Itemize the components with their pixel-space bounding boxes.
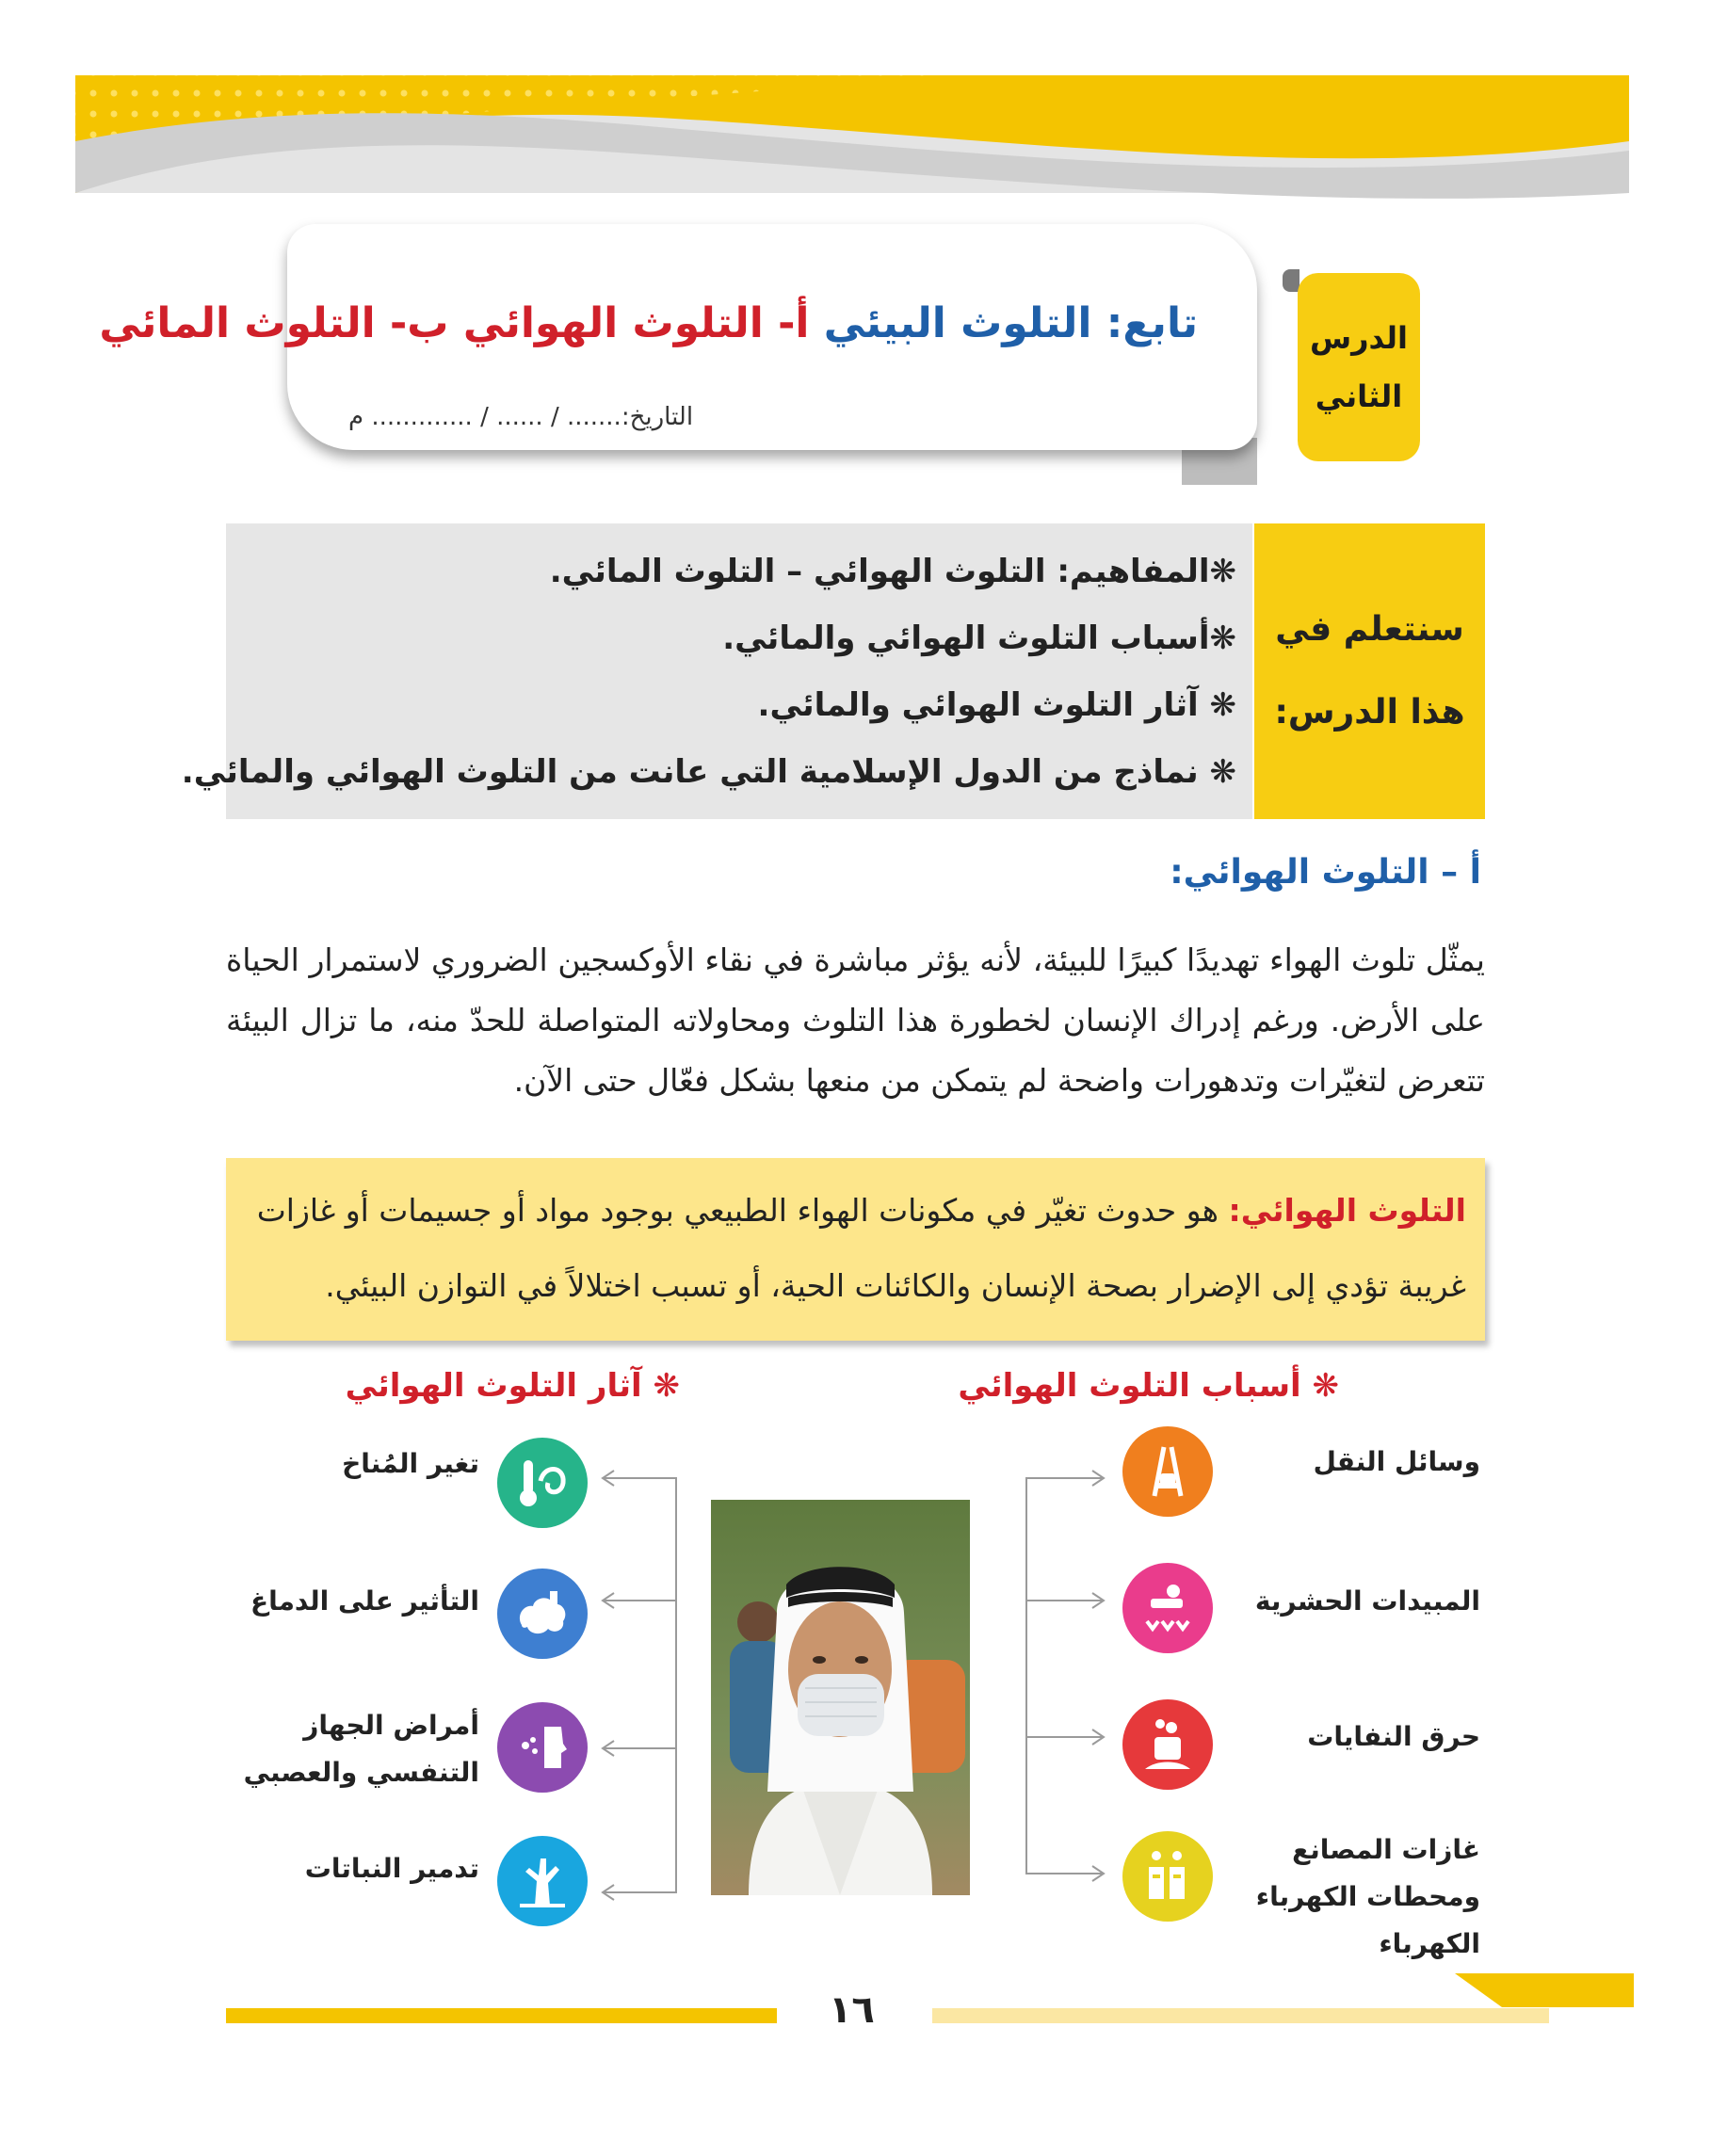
section-a-heading: أ – التلوث الهوائي: — [1170, 853, 1481, 892]
cause-label: وسائل النقل — [1313, 1446, 1480, 1477]
objective-item: ❋ نماذج من الدول الإسلامية التي عانت من التلوث الهوائي والمائي. — [181, 753, 1236, 791]
objective-item: ❋ آثار التلوث الهوائي والمائي. — [757, 686, 1236, 724]
effects-title: ❋ آثار التلوث الهوائي — [345, 1367, 680, 1405]
intro-paragraph: يمثّل تلوث الهواء تهديدًا كبيرًا للبيئة، لأنه يؤثر مباشرة في نقاء الأوكسجين الضروري لاستمرار الحياة على الأرض. ورغم إدراك الإنسان لخطورة هذا التلوث ومحاولاته المتواصلة للحدّ منه، ما تزال البيئة تتعرض لتغيّرات وتدهورات واضحة لم يتمكن من منعها بشكل فعّال حتى الآن. — [226, 941, 1485, 1099]
respiratory-icon — [497, 1702, 588, 1793]
title-part-a: أ- التلوث الهوائي — [462, 299, 824, 347]
objectives-label-line1: سنتعلم في — [1275, 610, 1464, 649]
dead-tree-icon — [497, 1836, 588, 1926]
effect-label: أمراض الجهاز التنفسي والعصبي — [243, 1710, 479, 1788]
pesticide-spray-icon — [1122, 1563, 1213, 1653]
title-prefix: تابع: — [1091, 299, 1198, 347]
cause-label: المبيدات الحشرية — [1254, 1585, 1480, 1617]
lesson-badge-line1: الدرس — [1309, 320, 1409, 356]
title-main: التلوث البيئي — [823, 299, 1092, 347]
objective-item: ❋أسباب التلوث الهوائي والمائي. — [722, 619, 1236, 657]
page-number: ١٦ — [829, 1988, 875, 2032]
lesson-badge-line2: الثاني — [1315, 378, 1403, 414]
date-line: التاريخ:....... / ...... / ............. م — [348, 403, 694, 431]
thermometer-icon — [497, 1438, 588, 1528]
cause-label: حرق النفايات — [1307, 1721, 1480, 1752]
cause-label: غازات المصانع ومحطات الكهرباء الكهرباء — [1255, 1834, 1480, 1959]
footer-left-bar — [226, 2008, 777, 2023]
effect-label: التأثير على الدماغ — [250, 1585, 479, 1617]
road-car-icon — [1122, 1426, 1213, 1517]
objectives-label-line2: هذا الدرس: — [1274, 693, 1465, 732]
burning-waste-icon — [1122, 1699, 1213, 1790]
definition-body: هو حدوث تغيّر في مكونات الهواء الطبيعي بوجود مواد أو جسيمات أو غازات غريبة تؤدي إلى الإضرار بصحة الإنسان والكائنات الحية، أو تسبب اختلالاً في التوازن البيئي. — [256, 1192, 1466, 1304]
definition-term: التلوث الهوائي: — [1228, 1192, 1466, 1229]
brain-icon — [497, 1569, 588, 1659]
objective-item: ❋المفاهيم: التلوث الهوائي – التلوث المائي. — [549, 553, 1236, 590]
footer-corner-tab — [1455, 1973, 1634, 2020]
effect-label: تغير المُناخ — [342, 1448, 479, 1479]
effect-label: تدمير النباتات — [304, 1853, 479, 1884]
causes-title: ❋ أسباب التلوث الهوائي — [958, 1367, 1339, 1405]
factory-icon — [1122, 1831, 1213, 1922]
title-part-b: ب- التلوث المائي — [99, 299, 463, 347]
masked-man-photo — [711, 1500, 970, 1895]
